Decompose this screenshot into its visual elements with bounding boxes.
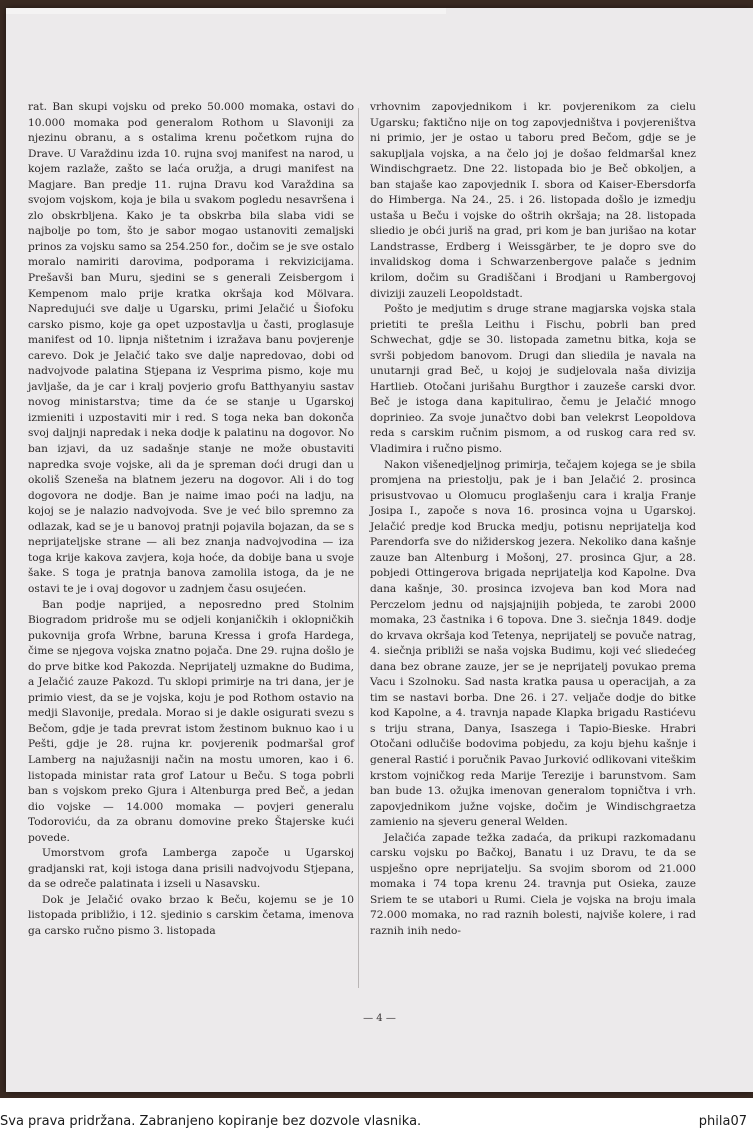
- paragraph: Ban podje naprijed, a neposredno pred Stolnim Biogradom pridroše mu se odjeli konjaničkih i oklopničkih pukovnija grofa Wrbne, baruna Kressa i grofa Hardega, čime se njegova vojska znatno pojača. Dne 29. rujna došlo je do prve bitke kod Pakozda. Neprijatelj uzmakne do Budima, a Jelačić zauze Pakozd. Tu sklopi primirje na tri dana, jer je primio viest, da se je vojska, koju je pod Rothom ostavio na medji Slavonije, predala. Morao si je dakle osigurati svezu s Bečom, gdje je tada prevrat istom žestinom buknuo kao i u Pešti, gdje je 28. rujna kr. povjerenik podmaršal grof Lamberg na najužasniji način na mostu umoren, kao i 6. listopada ministar rata grof Latour u Beču. S toga pobrli ban s vojskom preko Gjura i Altenburga pred Beč, a jedan dio vojske — 14.000 momaka — povjeri generalu Todoroviću, da za obranu domovine preko Štajerske kući povede.: [28, 598, 354, 844]
- column-divider: [358, 108, 359, 988]
- paragraph: Umorstvom grofa Lamberga započe u Ugarskoj gradjanski rat, koji istoga dana prisili nadvojvodu Stjepana, da se odreče palatinata i izseli u Nasavsku.: [28, 847, 354, 891]
- page-fold: [6, 8, 446, 14]
- watermark-text: Sva prava pridržana. Zabranjeno kopiranje bez dozvole vlasnika.: [0, 1114, 422, 1129]
- paragraph: vrhovnim zapovjednikom i kr. povjerenikom za cielu Ugarsku; faktično nije on tog zapovjedništva i povjereništva ni primio, jer je ostao u taboru pred Bečom, gdje se je sakupljala vojska, a na čelo joj je došao feldmaršal knez Windischgraetz. Dne 22. listopada bio je Beč obkoljen, a ban stajaše kao zapovjednik I. sbora od Kaiser-Ebersdorfa do Himberga. Na 24., 25. i 26. listopada došlo je izmedju ustaša u Beču i vojske do oštrih okršaja; na 28. listopada sliedio je obći juriš na grad, pri kom je ban jurišao na kotar Landstrasse, Erdberg i Weissgärber, te je dopro sve do invalidskog doma i Schwarzenbergove palače s jednim krilom, dočim su Gradiščani i Brodjani u Rambergovoj diviziji zauzeli Leopoldstadt.: [370, 101, 696, 300]
- page-number: — 4 —: [363, 1013, 396, 1024]
- seller-name: phila07: [698, 1114, 747, 1129]
- document-page: [6, 8, 753, 1092]
- left-text-column: [28, 100, 354, 940]
- paragraph: Nakon višenedjeljnog primirja, tečajem kojega se je sbila promjena na priestolju, pak je i ban Jelačić 2. prosinca prisustvovao u Olomucu proglašenju cara i kralja Franje Josipa I., započe s nova 16. prosinca vojna u Ugarskoj. Jelačić predje kod Brucka medju, potisnu neprijatelja kod Parendorfa sve do nižiderskog jezera. Nekoliko dana kašnje zauze ban Altenburg i Mošonj, 27. prosinca Gjur, a 28. pobjedi Ottingerova brigada neprijatelja kod Kapolne. Dva dana kašnje, 30. prosinca izvojeva ban kod Mora nad Perczelom jednu od najsjajnijih pobjeda, te zarobi 2000 momaka, 23 častnika i 6 topova. Dne 3. siečnja 1849. dodje do krvava okršaja kod Tetenya, neprijatelj se povuče natrag, 4. siečnja približi se naša vojska Budimu, koji već sliedećeg dana bez obrane zauze, jer se je neprijatelj povukao prema Vacu i Szolnoku. Sad nasta kratka pausa u operacijah, a za tim se nastavi borba. Dne 26. i 27. veljače dodje do bitke kod Kapolne, a 4. travnja napade Klapka brigadu Rastićevu s triju strana, Danya, Isaszega i Tapio-Bieske. Hrabri Otočani odlučiše bodovima pobjedu, za koju bjehu kašnje i general Rastić i poručnik Pavao Jurković odlikovani viteškim krstom vojničkog reda Marije Terezije i barunstvom. Sam ban bude 13. ožujka imenovan generalom topničtva i vrh. zapovjednikom južne vojske, dočim je Windischgraetza zamienio na sjeveru general Welden.: [370, 458, 696, 829]
- right-text-column: [370, 100, 696, 940]
- paragraph: Dok je Jelačić ovako brzao k Beču, kojemu se je 10 listopada približio, i 12. sjedinio s carskim četama, imenova ga carsko ručno pismo 3. listopada: [28, 893, 354, 937]
- paragraph: Jelačića zapade težka zadaća, da prikupi razkomadanu carsku vojsku po Bačkoj, Banatu i uz Dravu, te da se uspješno opre neprijatelju. Sa svojim sborom od 21.000 momaka i 74 topa krenu 24. travnja put Osieka, zauze Sriem te se utabori u Rumi. Ciela je vojska na broju imala 72.000 momaka, no rad raznih bolesti, najviše kolere, i rad raznih inih nedo-: [370, 831, 696, 937]
- paragraph: rat. Ban skupi vojsku od preko 50.000 momaka, ostavi do 10.000 momaka pod generalom Rothom u Slavoniji za njezinu obranu, a s ostalima krenu početkom rujna do Drave. U Varaždinu izda 10. rujna svoj manifest na narod, u kojem razlaže, zašto se laća oružja, a drugi manifest na Magjare. Ban predje 11. rujna Dravu kod Varaždina sa svojom vojskom, koja je bila u svakom pogledu nesavršena i zlo obskrbljena. Kako je ta obskrba bila slaba vidi se najbolje po tom, što je sabor mogao ustanoviti zemaljski prinos za vojsku samo sa 254.250 for., dočim se je sve ostalo moralo namiriti darovima, podporama i rekvizicijama. Prešavši ban Muru, sjedini se s generali Zeisbergom i Kempenom malo prije kratka okršaja kod Mölvara. Napredujući sve dalje u Ugarsku, primi Jelačić u Šiofoku carsko pismo, koje ga opet uzpostavlja u časti, proglasuje manifest od 10. lipnja ništetnim i izražava banu povjerenje carevo. Dok je Jelačić tako sve dalje napredovao, dobi od nadvojvode palatina Stjepana iz Vesprima pismo, koje mu javljaše, da je car i kralj povjerio grofu Batthyanyiu sastav novog ministarstva; time da će se stanje u Ugarskoj izmieniti i uzpostaviti mir i red. S toga neka ban dokonča svoj daljnji napredak i neka dodje k palatinu na dogovor. No ban izjavi, da uz sadašnje stanje ne može obustaviti napredka svoje vojske, ali da je spreman doći drugi dan u okoliš Szeneša na blatnem jezeru na dogovor. Ali i do tog dogovora ne dodje. Ban je naime imao poći na ladju, na kojoj se je nalazio nadvojvoda. Sve je već bilo spremno za odlazak, kad se je u banovoj pratnji pojavila bojazan, da se s neprijateljske strane — ali bez znanja nadvojvodina — iza toga krije kakova zavjera, koja hoće, da dobije bana u svoje šake. S toga je pratnja banova zamolila istoga, da je ne ostavi te je i ovaj dogovor u zadnjem času osujećen.: [28, 101, 354, 595]
- paragraph: Pošto je medjutim s druge strane magjarska vojska stala prietiti te prešla Leithu i Fischu, pobrli ban pred Schwechat, gdje se 30. listopada zametnu bitka, koja se svrši pobjedom banovom. Drugi dan sliedila je navala na unutarnji grad Beč, u kojoj je sudjelovala naša divizija Hartlieb. Otočani jurišahu Burgthor i zauzeše carski dvor. Beč je istoga dana kapitulirao, čemu je Jelačić mnogo doprinieo. Za svoje junačtvo dobi ban velekrst Leopoldova reda s carskim ručnim pismom, a od ruskog cara red sv. Vladimira i ručno pismo.: [370, 303, 696, 456]
